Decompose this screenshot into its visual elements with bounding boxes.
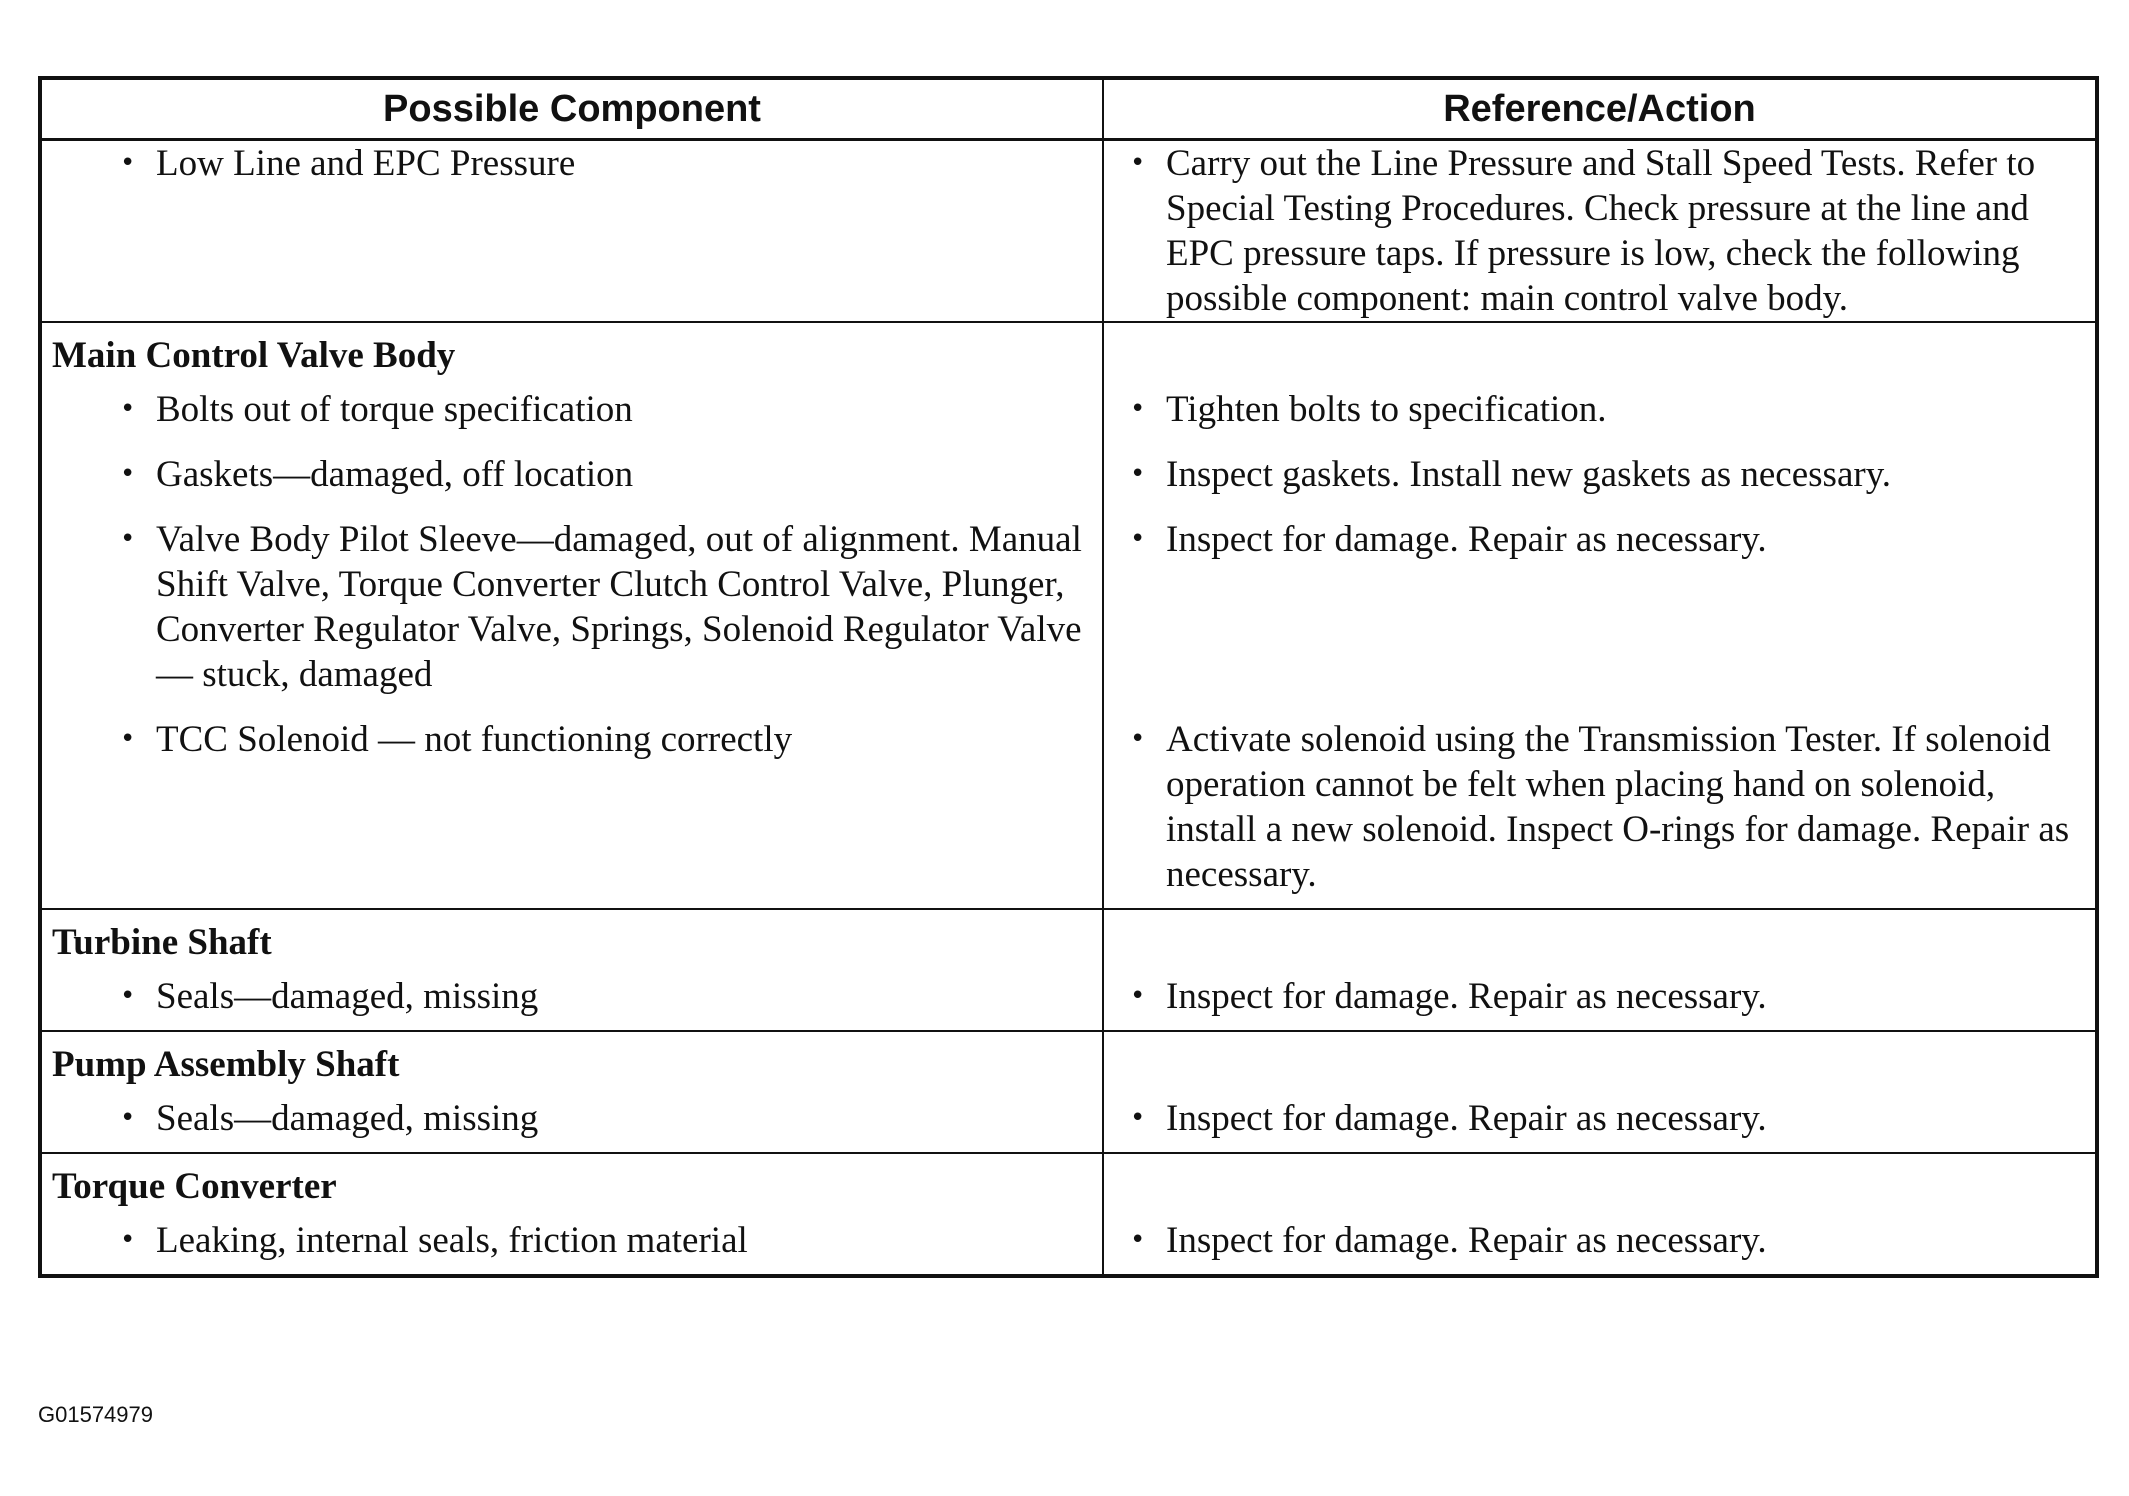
table-row: [40, 508, 2097, 708]
action-cell: [1103, 378, 2097, 443]
bullet-icon: •: [120, 524, 136, 554]
component-text: Seals—damaged, missing: [156, 1098, 539, 1139]
action-cell: [1103, 508, 2097, 708]
bullet-icon: •: [120, 981, 136, 1011]
bullet-icon: •: [120, 459, 136, 489]
table-row: [40, 140, 2097, 323]
action-text: Inspect for damage. Repair as necessary.: [1166, 1098, 1767, 1139]
component-text: Valve Body Pilot Sleeve—damaged, out of alignment. Manual Shift Valve, Torque Converter Clutch Control Valve, Plunger, Converter Regulator Valve, Springs, Solenoid Regulator Valve — stuck, damaged: [156, 519, 1082, 695]
bullet-icon: •: [1130, 981, 1146, 1011]
group-title: Pump Assembly Shaft: [52, 1044, 400, 1085]
component-text: Bolts out of torque specification: [156, 389, 633, 430]
header-row: [40, 78, 2097, 140]
bullet-icon: •: [1130, 394, 1146, 424]
bullet-icon: •: [1130, 459, 1146, 489]
action-cell: [1103, 1209, 2097, 1276]
action-text: Carry out the Line Pressure and Stall Speed Tests. Refer to Special Testing Procedures. Check pressure at the line and EPC pressure taps. If pressure is low, check the following possible component: main control valve body.: [1166, 143, 2036, 319]
component-cell: [40, 708, 1103, 909]
bullet-icon: •: [120, 724, 136, 754]
figure-id: G01574979: [38, 1402, 153, 1427]
group-title-row: [40, 909, 2097, 965]
component-text: Low Line and EPC Pressure: [156, 143, 576, 184]
bullet-icon: •: [120, 1225, 136, 1255]
component-text: Leaking, internal seals, friction material: [156, 1220, 748, 1261]
action-text: Inspect for damage. Repair as necessary.: [1166, 519, 1767, 560]
component-text: TCC Solenoid — not functioning correctly: [156, 719, 793, 760]
group-title-row: [40, 1153, 2097, 1209]
group-title-cell: [40, 322, 1103, 378]
group-title: Torque Converter: [52, 1166, 337, 1207]
bullet-icon: •: [1130, 148, 1146, 178]
component-cell: [40, 508, 1103, 708]
action-text: Activate solenoid using the Transmission Tester. If solenoid operation cannot be felt when placing hand on solenoid, install a new solenoid. Inspect O-rings for damage. Repair as necessary.: [1166, 719, 2070, 895]
bullet-icon: •: [1130, 524, 1146, 554]
action-cell: [1103, 443, 2097, 508]
component-cell: [40, 965, 1103, 1031]
group-title-cell: [40, 909, 1103, 965]
group-title: Main Control Valve Body: [52, 335, 456, 376]
table-row: [40, 378, 2097, 443]
component-cell: [40, 378, 1103, 443]
group-title-empty-cell: [1103, 322, 2097, 378]
diagnosis-table: [38, 76, 2099, 1278]
component-text: Seals—damaged, missing: [156, 976, 539, 1017]
component-cell: [40, 140, 1103, 323]
action-text: Tighten bolts to specification.: [1166, 389, 1607, 430]
bullet-icon: •: [1130, 724, 1146, 754]
action-text: Inspect for damage. Repair as necessary.: [1166, 1220, 1767, 1261]
component-cell: [40, 1209, 1103, 1276]
table-row: [40, 965, 2097, 1031]
bullet-icon: •: [1130, 1103, 1146, 1133]
action-text: Inspect for damage. Repair as necessary.: [1166, 976, 1767, 1017]
component-cell: [40, 443, 1103, 508]
table-row: [40, 443, 2097, 508]
group-title-empty-cell: [1103, 1031, 2097, 1087]
group-title-empty-cell: [1103, 1153, 2097, 1209]
action-cell: [1103, 708, 2097, 909]
action-cell: [1103, 140, 2097, 323]
table-row: [40, 1087, 2097, 1153]
header-reference-action: Reference/Action: [1103, 78, 2097, 140]
bullet-icon: •: [1130, 1225, 1146, 1255]
group-title-row: [40, 322, 2097, 378]
bullet-icon: •: [120, 1103, 136, 1133]
bullet-icon: •: [120, 148, 136, 178]
action-cell: [1103, 965, 2097, 1031]
group-title: Turbine Shaft: [52, 922, 272, 963]
action-text: Inspect gaskets. Install new gaskets as necessary.: [1166, 454, 1892, 495]
bullet-icon: •: [120, 394, 136, 424]
table-row: [40, 708, 2097, 909]
header-possible-component: Possible Component: [40, 78, 1103, 140]
group-title-row: [40, 1031, 2097, 1087]
component-text: Gaskets—damaged, off location: [156, 454, 634, 495]
group-title-cell: [40, 1153, 1103, 1209]
component-cell: [40, 1087, 1103, 1153]
group-title-empty-cell: [1103, 909, 2097, 965]
table-row: [40, 1209, 2097, 1276]
action-cell: [1103, 1087, 2097, 1153]
group-title-cell: [40, 1031, 1103, 1087]
